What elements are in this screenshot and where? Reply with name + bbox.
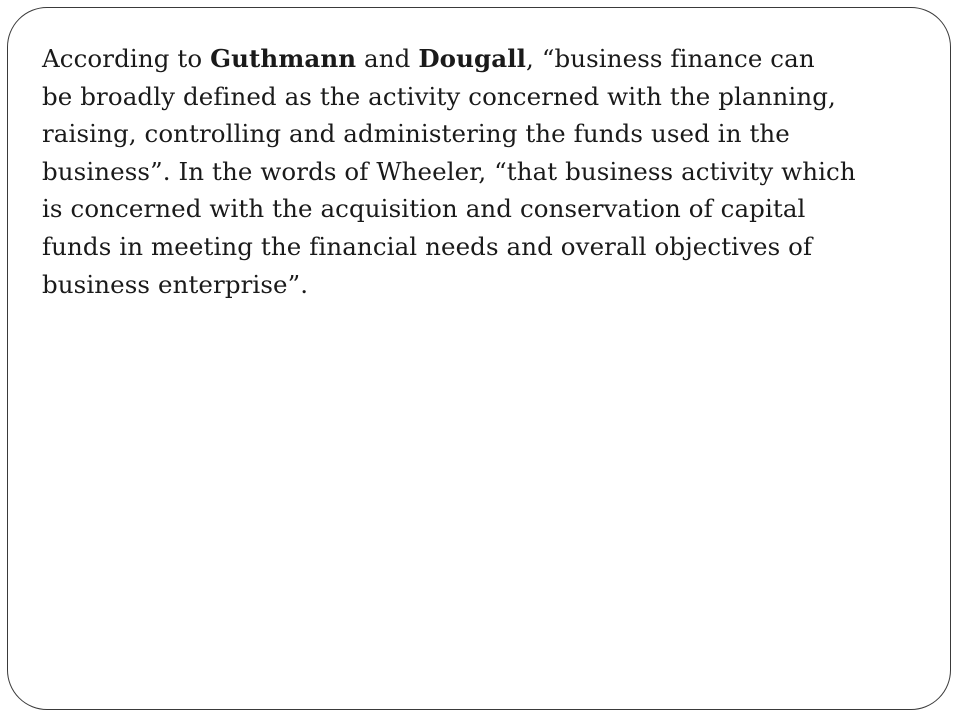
paragraph-line-7: business enterprise”. xyxy=(42,269,309,299)
paragraph-line-2: be broadly defined as the activity concerned with the planning, xyxy=(42,81,836,111)
paragraph-line-3: raising, controlling and administering the funds used in the xyxy=(42,119,790,149)
paragraph-line-6: funds in meeting the financial needs and overall objectives of xyxy=(42,231,813,261)
paragraph-line-4: business”. In the words of Wheeler, “that business activity which xyxy=(42,156,856,186)
text-and: and xyxy=(356,44,419,73)
text-quote-start: , “business finance can xyxy=(526,44,815,73)
author-guthmann: Guthmann xyxy=(210,44,357,73)
paragraph-line-1 xyxy=(42,40,922,78)
paragraph-line-5: is concerned with the acquisition and conservation of capital xyxy=(42,194,806,224)
author-dougall: Dougall xyxy=(418,44,527,73)
definition-paragraph xyxy=(42,40,922,303)
text-intro: According to xyxy=(42,44,211,73)
